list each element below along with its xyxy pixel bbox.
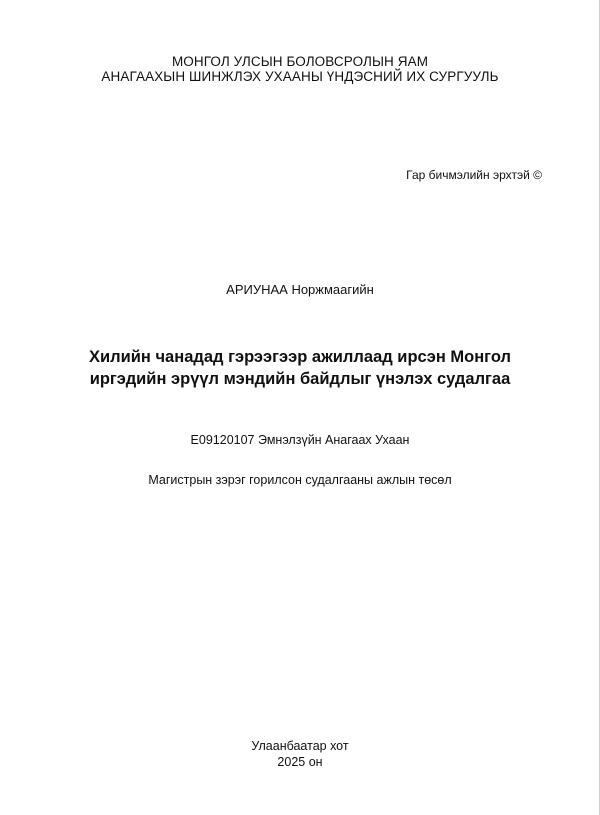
institution-header <box>0 54 600 84</box>
place-and-date <box>0 738 600 770</box>
thesis-title-line-2: иргэдийн эрүүл мэндийн байдлыг үнэлэх судалгаа <box>89 370 511 388</box>
program-code: E09120107 Эмнэлзүйн Анагаах Ухаан <box>190 433 410 447</box>
author-name: АРИУНАА Норжмаагийн <box>226 282 374 297</box>
thesis-title <box>0 346 600 390</box>
university-name: АНАГААХЫН ШИНЖЛЭХ УХААНЫ ҮНДЭСНИЙ ИХ СУРГУУЛЬ <box>101 69 499 84</box>
thesis-title-line-1: Хилийн чанадад гэрээгээр ажиллаад ирсэн Монгол <box>89 348 511 366</box>
copyright-notice: Гар бичмэлийн эрхтэй © <box>406 168 542 182</box>
ministry-name: МОНГОЛ УЛСЫН БОЛОВСРОЛЫН ЯАМ <box>171 54 429 69</box>
year: 2025 он <box>277 755 323 769</box>
city: Улаанбаатар хот <box>251 739 349 753</box>
degree-description: Магистрын зэрэг горилсон судалгааны ажлын төсөл <box>148 473 452 487</box>
